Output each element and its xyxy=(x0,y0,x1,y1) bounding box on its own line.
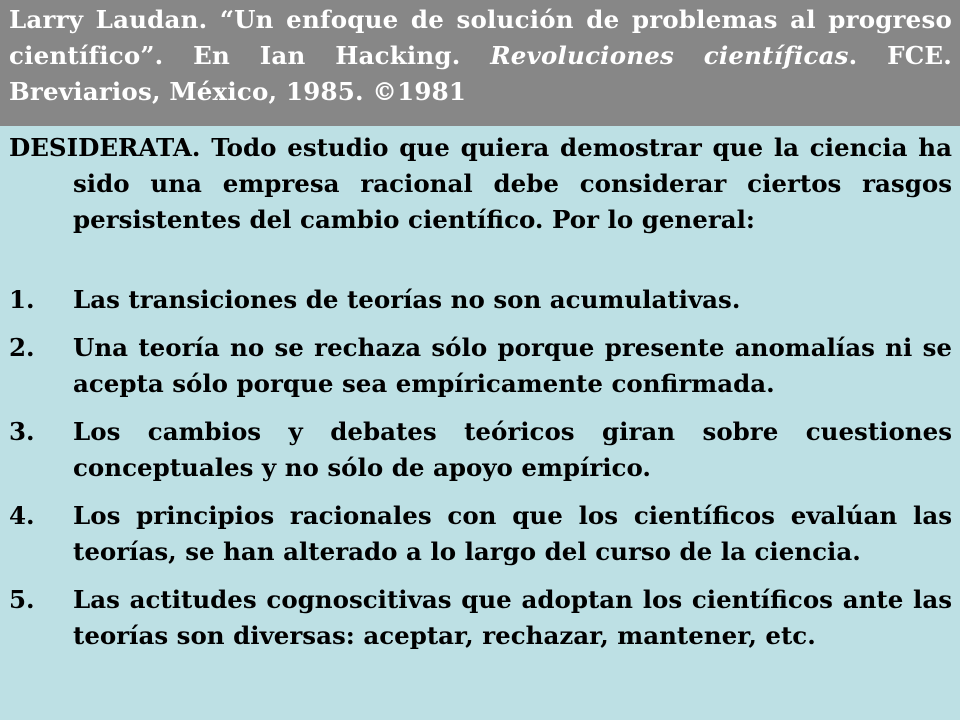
list-item xyxy=(9,330,952,402)
list-item-text: Una teoría no se rechaza sólo porque presente anomalías ni se acepta sólo porque sea empíricamente confirmada. xyxy=(73,333,952,398)
citation-header xyxy=(0,0,960,126)
list-item xyxy=(9,414,952,486)
list-item xyxy=(9,498,952,570)
list-item-number: 4. xyxy=(9,501,35,530)
features-list xyxy=(9,282,952,654)
list-item-number: 2. xyxy=(9,333,35,362)
list-item-text: Los principios racionales con que los científicos evalúan las teorías, se han alterado a lo largo del curso de la ciencia. xyxy=(73,501,952,566)
list-item-text: Las transiciones de teorías no son acumulativas. xyxy=(73,285,741,314)
list-item-number: 1. xyxy=(9,285,35,314)
list-item-number: 3. xyxy=(9,417,35,446)
book-title: Revoluciones científicas xyxy=(490,41,849,70)
citation-text: Larry Laudan. “Un enfoque de solución de problemas al progreso científico”. En Ian Hacking. xyxy=(9,5,952,70)
desiderata-intro: DESIDERATA. Todo estudio que quiera demostrar que la ciencia ha sido una empresa racional debe considerar ciertos rasgos persistentes del cambio científico. Por lo general: xyxy=(9,133,952,234)
list-item xyxy=(9,282,952,318)
list-item xyxy=(9,582,952,654)
citation-publisher: . FCE. Breviarios, México, 1985. ©1981 xyxy=(9,41,952,106)
list-item-text: Las actitudes cognoscitivas que adoptan los científicos ante las teorías son diversas: aceptar, rechazar, mantener, etc. xyxy=(73,585,952,650)
list-item-number: 5. xyxy=(9,585,35,614)
list-item-text: Los cambios y debates teóricos giran sobre cuestiones conceptuales y no sólo de apoyo empírico. xyxy=(73,417,952,482)
slide-body xyxy=(0,126,960,720)
